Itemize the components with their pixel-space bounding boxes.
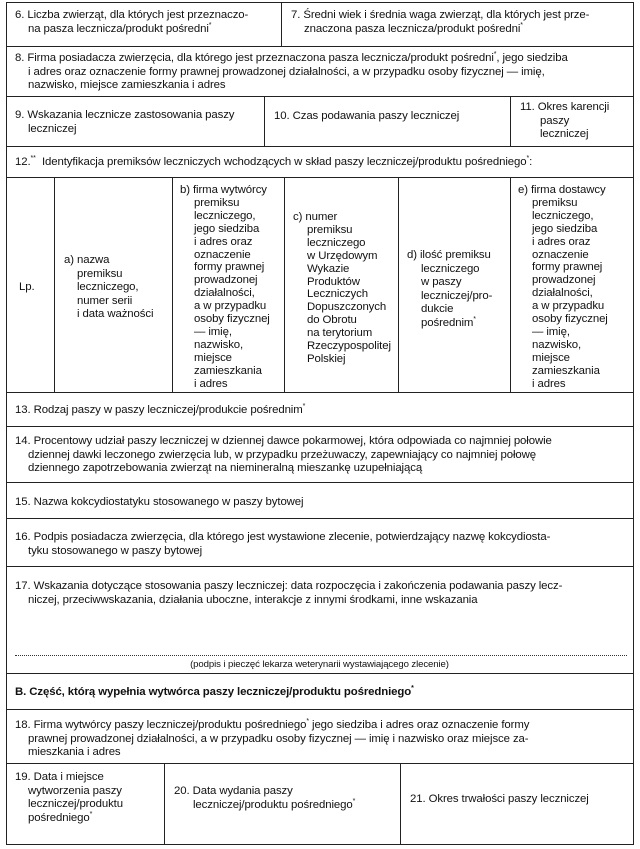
field-15-box[interactable] (6, 482, 634, 520)
field-9-label: 9. Wskazania lecznicze zastosowania paszy leczniczej (15, 109, 235, 135)
field-14-label: 14. Procentowy udział paszy leczniczej w dziennej dawce pokarmowej, która odpowiada co najmniej połowie dziennej dawki leczonego zwierzęcia lub, w przypadku przeżuwaczy, zapewniający co najmniej połowę dziennego zapotrzebowania zwierząt na niemineralną mieszankę uzupełniającą (15, 435, 552, 475)
col-e-label: e) firma dostawcy premiksu leczniczego, jego siedziba i adres oraz oznaczenie formy prawnej prowadzonej działalności, a w przypadku osoby fizycznej — imię, nazwisko, miejsce zamieszkania i adres (518, 184, 608, 390)
field-21-box[interactable] (400, 763, 634, 845)
col-lp (6, 177, 56, 394)
section-b-title: B. Część, którą wypełnia wytwórca paszy leczniczej/produktu pośredniego* (15, 685, 414, 698)
col-c-label: c) numer premiksu leczniczego w Urzędowym Wykazie Produktów Leczniczych Dopuszczonych do Obrotu na terytorium Rzeczypospolitej Polskiej (293, 211, 391, 365)
veterinary-order-form (6, 2, 634, 845)
col-a-label: a) nazwa premiksu leczniczego, numer serii i data ważności (64, 254, 154, 321)
col-b-label: b) firma wytwórcy premiksu leczniczego, jego siedziba i adres oraz oznaczenie formy prawnej prowadzonej działalności, a w przypadku osoby fizycznej — imię, nazwisko, miejsce zamieszkania i adres (180, 184, 270, 390)
field-18-label: 18. Firma wytwórcy paszy leczniczej/produktu pośredniego* jego siedziba i adres oraz oznaczenie formy prawnej prowadzonej działalności, a w przypadku osoby fizycznej — imię i nazwisko oraz miejsce za- mieszkania i adres (15, 718, 530, 759)
field-19-box[interactable] (6, 763, 166, 845)
field-8-box[interactable] (6, 46, 634, 98)
field-13-box[interactable] (6, 392, 634, 428)
col-d (398, 177, 512, 394)
col-d-label: d) ilość premiksu leczniczego w paszy leczniczej/pro- dukcie pośrednim* (407, 249, 493, 329)
field-12-header (6, 146, 634, 179)
field-20-box[interactable] (164, 763, 402, 845)
col-lp-label: Lp. (19, 281, 35, 293)
field-21-label: 21. Okres trwałości paszy leczniczej (410, 793, 589, 805)
field-6-box[interactable] (6, 2, 283, 48)
field-11-label: 11. Okres karencji paszy leczniczej (520, 101, 610, 141)
field-10-label: 10. Czas podawania paszy leczniczej (274, 110, 460, 122)
col-b (172, 177, 286, 394)
field-16-box[interactable] (6, 518, 634, 568)
section-b-header (6, 673, 634, 711)
field-18-box[interactable] (6, 709, 634, 765)
field-16-label: 16. Podpis posiadacza zwierzęcia, dla którego jest wystawione zlecenie, potwierdzający nazwę kokcydiosta- tyku stosowanego w paszy bytowej (15, 531, 551, 557)
field-20-label: 20. Data wydania paszy leczniczej/produktu pośredniego* (174, 785, 356, 811)
field-13-label: 13. Rodzaj paszy w paszy leczniczej/produkcie pośrednim* (15, 403, 306, 416)
signature-line (15, 655, 627, 656)
field-15-label: 15. Nazwa kokcydiostatyku stosowanego w paszy bytowej (15, 496, 304, 508)
field-14-box[interactable] (6, 426, 634, 484)
field-9-box[interactable] (6, 96, 266, 148)
field-7-box[interactable] (281, 2, 634, 48)
col-c (284, 177, 400, 394)
field-6-label: 6. Liczba zwierząt, dla których jest przeznaczo- na pasza lecznicza/produkt pośredni* (15, 9, 249, 35)
field-7-label: 7. Średni wiek i średnia waga zwierząt, dla których jest prze- znaczona pasza lecznicza/produkt pośredni* (291, 9, 590, 35)
col-e (510, 177, 634, 394)
field-19-label: 19. Data i miejsce wytworzenia paszy leczniczej/produktu pośredniego* (15, 771, 123, 824)
col-a (54, 177, 174, 394)
field-17-label: 17. Wskazania dotyczące stosowania paszy leczniczej: data rozpoczęcia i zakończenia podawania paszy lecz- niczej, przeciwwskazania, działania uboczne, interakcje z innymi środkami, inne wskazania (15, 580, 563, 606)
field-11-box[interactable] (510, 96, 634, 148)
field-17-box[interactable] (6, 566, 634, 675)
field-8-label: 8. Firma posiadacza zwierzęcia, dla którego jest przeznaczona pasza lecznicza/produkt pośredni*, jego siedziba i adres oraz oznaczenie formy prawnej prowadzonej działalności, a w przypadku osoby fizycznej — imię, nazwisko, miejsce zamieszkania i adres (15, 51, 568, 92)
field-12-label: 12.** Identyfikacja premiksów leczniczych wchodzących w skład paszy leczniczej/produktu pośredniego*: (15, 155, 533, 168)
field-10-box[interactable] (264, 96, 512, 148)
signature-caption: (podpis i pieczęć lekarza weterynarii wystawiającego zlecenie) (190, 659, 449, 670)
